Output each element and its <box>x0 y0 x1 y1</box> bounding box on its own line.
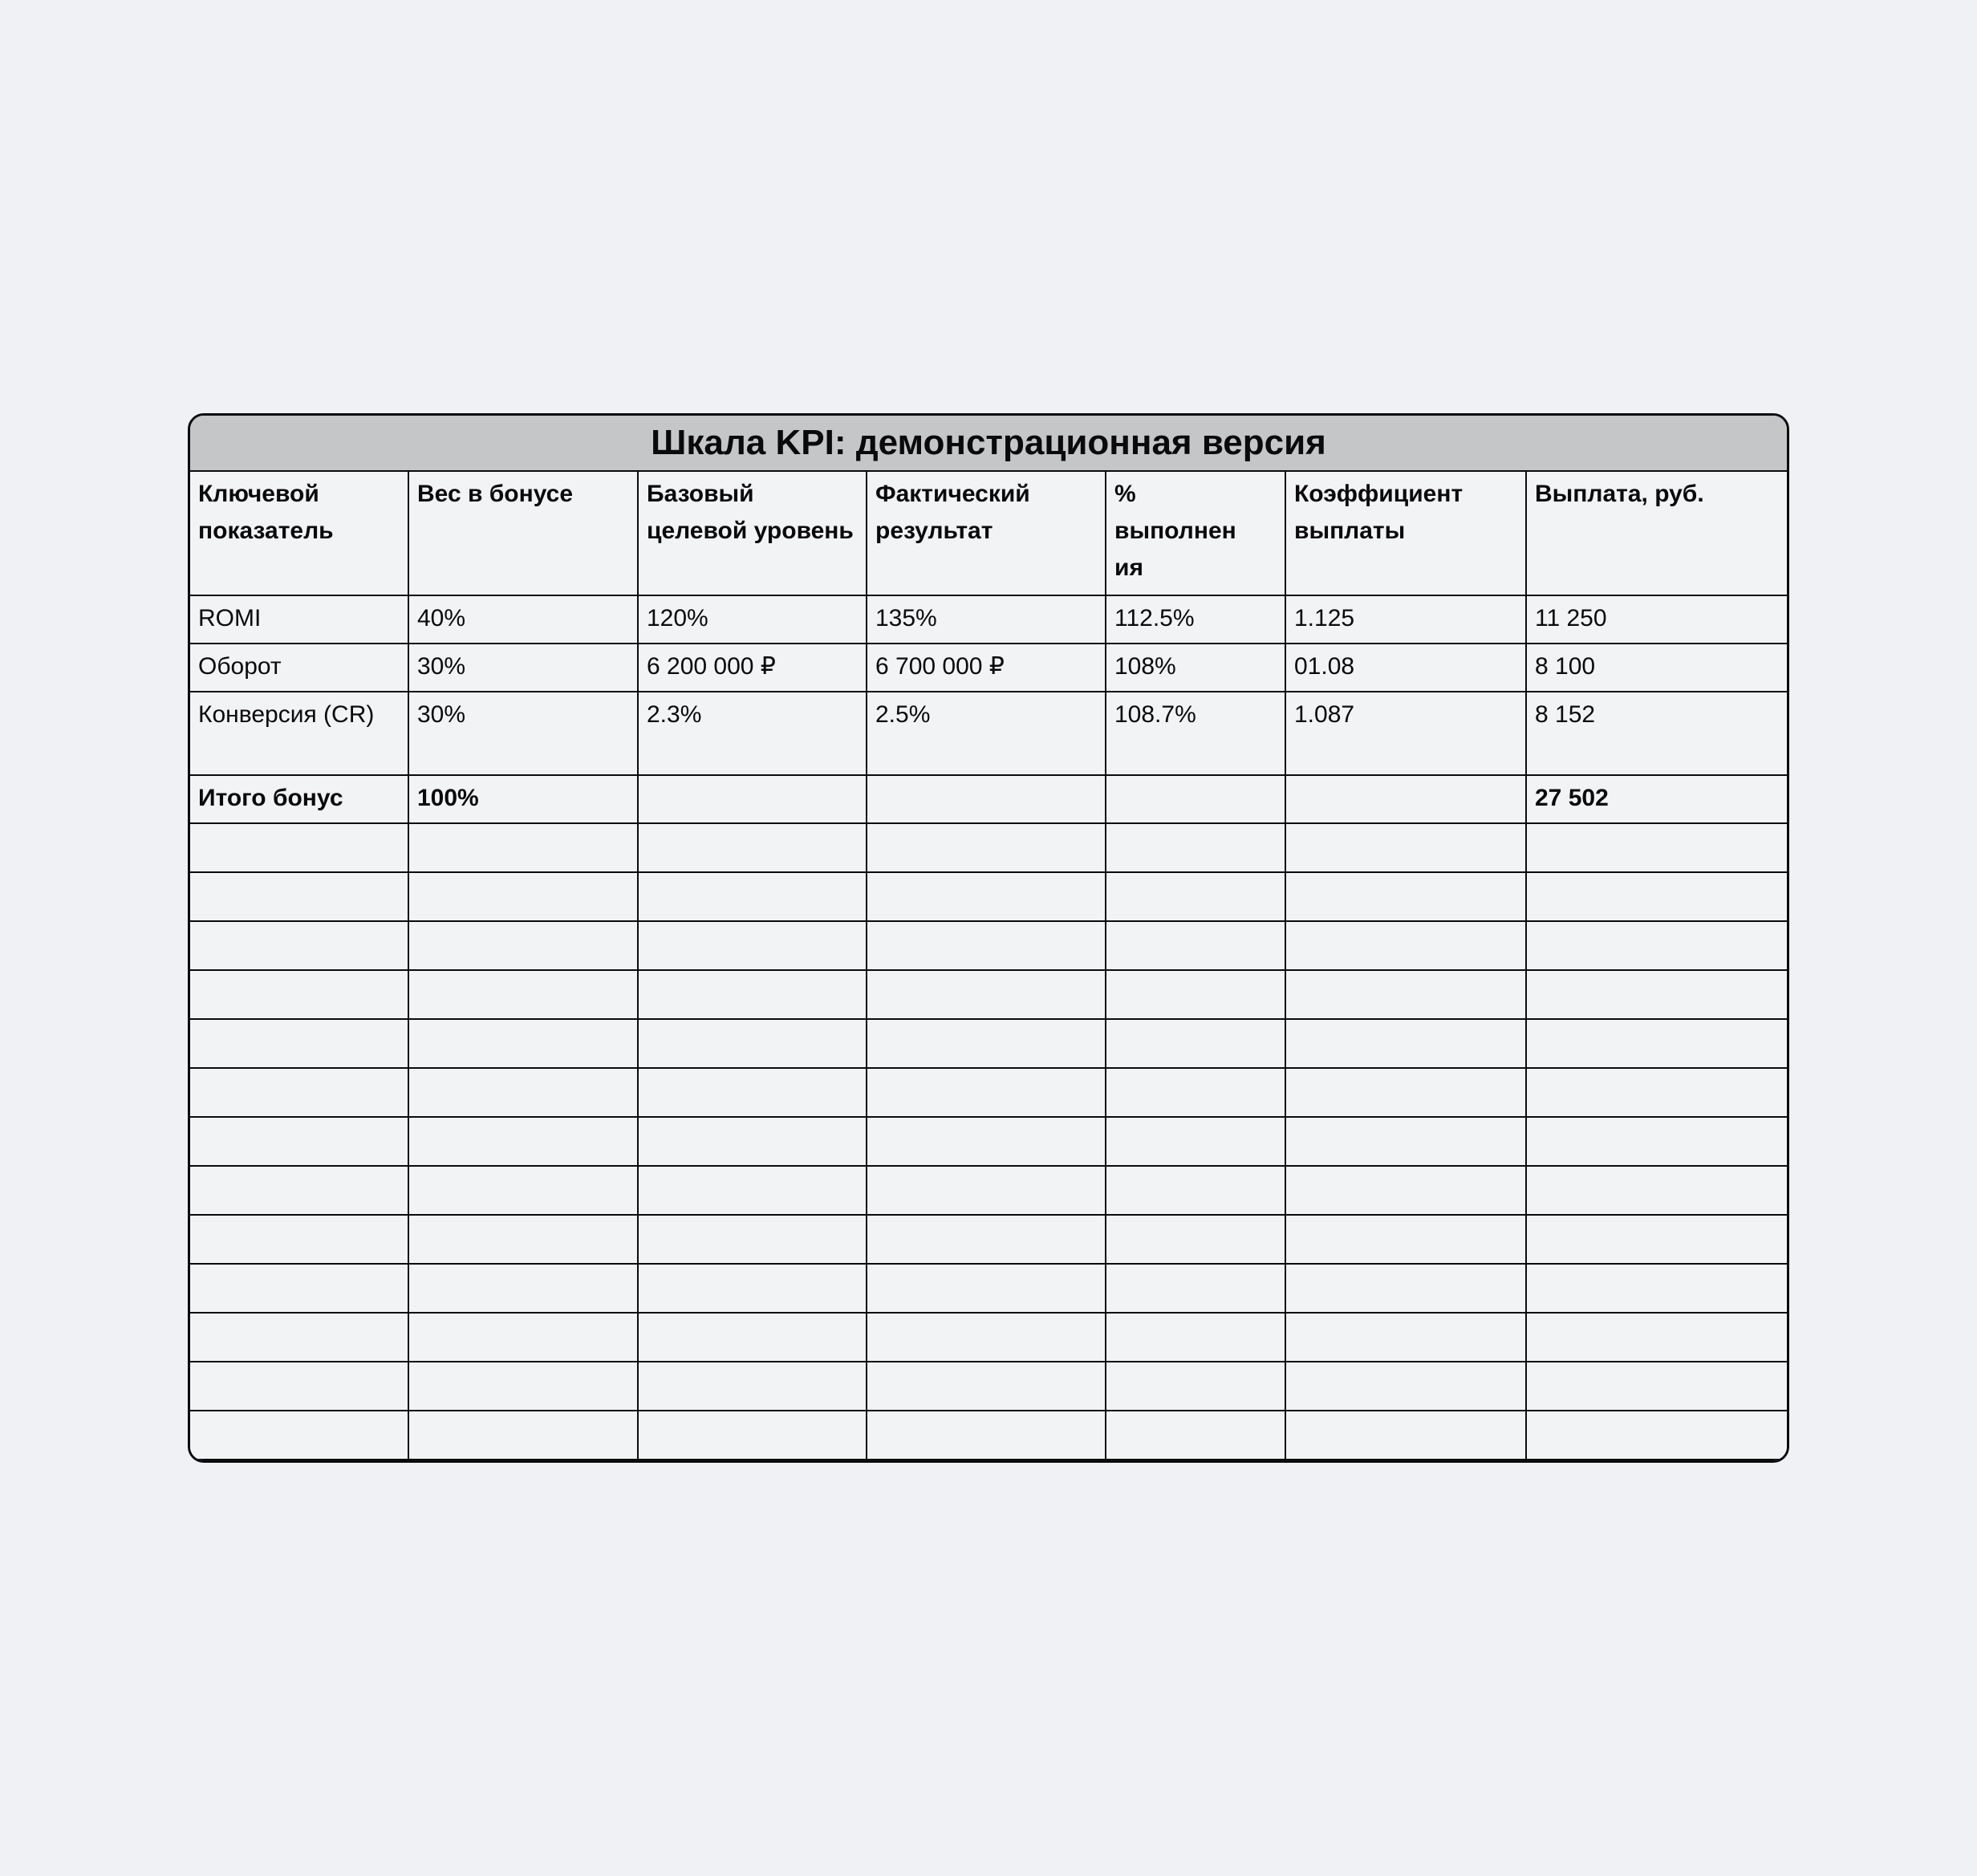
empty-row <box>190 1215 1787 1264</box>
empty-row <box>190 1068 1787 1117</box>
empty-cell <box>1106 1313 1285 1362</box>
empty-cell <box>638 1215 867 1264</box>
empty-cell <box>867 1215 1106 1264</box>
empty-cell <box>1106 1411 1285 1460</box>
empty-cell <box>408 1411 638 1460</box>
table-cell <box>1285 775 1526 823</box>
table-title: Шкала KPI: демонстрационная версия <box>651 423 1326 462</box>
table-cell: Итого бонус <box>190 775 408 823</box>
empty-cell <box>190 1411 408 1460</box>
column-header-actual-result: Фактический результат <box>867 472 1106 595</box>
empty-cell <box>1285 1264 1526 1313</box>
table-cell <box>638 775 867 823</box>
empty-cell <box>190 1313 408 1362</box>
table-cell: 11 250 <box>1526 595 1787 644</box>
empty-row <box>190 1362 1787 1411</box>
table-cell: 8 100 <box>1526 644 1787 692</box>
empty-row <box>190 1313 1787 1362</box>
empty-cell <box>1526 1166 1787 1215</box>
empty-row <box>190 921 1787 970</box>
table-title-bar <box>190 416 1787 472</box>
empty-cell <box>638 970 867 1019</box>
table-row-turnover <box>190 644 1787 692</box>
column-header-base-target-level: Базовый целевой уровень <box>638 472 867 595</box>
empty-cell <box>1106 970 1285 1019</box>
empty-cell <box>1285 970 1526 1019</box>
empty-cell <box>867 1264 1106 1313</box>
table-row-total-bonus <box>190 775 1787 823</box>
empty-cell <box>1526 1264 1787 1313</box>
empty-cell <box>1526 1019 1787 1068</box>
table-cell: 135% <box>867 595 1106 644</box>
empty-cell <box>190 823 408 872</box>
empty-cell <box>1526 1362 1787 1411</box>
empty-cell <box>1526 970 1787 1019</box>
empty-cell <box>190 1362 408 1411</box>
empty-cell <box>408 823 638 872</box>
empty-cell <box>1285 921 1526 970</box>
table-cell: 6 200 000 ₽ <box>638 644 867 692</box>
empty-row <box>190 1411 1787 1460</box>
empty-cell <box>638 1264 867 1313</box>
table-cell <box>867 775 1106 823</box>
table-cell: 108% <box>1106 644 1285 692</box>
empty-cell <box>867 872 1106 921</box>
empty-cell <box>408 921 638 970</box>
table-body <box>190 595 1787 1460</box>
column-header-bonus-weight: Вес в бонусе <box>408 472 638 595</box>
table-cell: 108.7% <box>1106 692 1285 775</box>
empty-cell <box>408 1264 638 1313</box>
empty-cell <box>190 921 408 970</box>
empty-cell <box>1285 1166 1526 1215</box>
empty-cell <box>1106 1019 1285 1068</box>
empty-cell <box>1526 1117 1787 1166</box>
header-row <box>190 472 1787 595</box>
empty-cell <box>190 1019 408 1068</box>
empty-cell <box>638 1166 867 1215</box>
empty-cell <box>1285 1362 1526 1411</box>
empty-cell <box>638 1068 867 1117</box>
empty-cell <box>638 872 867 921</box>
empty-cell <box>1285 1019 1526 1068</box>
empty-cell <box>1285 1411 1526 1460</box>
empty-cell <box>1106 1068 1285 1117</box>
empty-cell <box>867 1019 1106 1068</box>
table-cell: 6 700 000 ₽ <box>867 644 1106 692</box>
empty-cell <box>638 1019 867 1068</box>
table-cell: 2.5% <box>867 692 1106 775</box>
empty-cell <box>408 970 638 1019</box>
empty-cell <box>1106 1166 1285 1215</box>
table-cell: 100% <box>408 775 638 823</box>
table-cell: 2.3% <box>638 692 867 775</box>
empty-cell <box>408 872 638 921</box>
empty-cell <box>638 823 867 872</box>
column-header-payout-rub: Выплата, руб. <box>1526 472 1787 595</box>
table-cell: 1.087 <box>1285 692 1526 775</box>
empty-cell <box>190 1264 408 1313</box>
empty-cell <box>1106 872 1285 921</box>
empty-cell <box>1106 921 1285 970</box>
table-cell: 120% <box>638 595 867 644</box>
empty-cell <box>867 1362 1106 1411</box>
empty-cell <box>190 1117 408 1166</box>
column-header-completion-percent: % выполнения <box>1106 472 1285 595</box>
table-cell: 30% <box>408 644 638 692</box>
table-cell: Конверсия (CR) <box>190 692 408 775</box>
empty-cell <box>1106 1264 1285 1313</box>
table-cell: 30% <box>408 692 638 775</box>
column-header-payout-coefficient: Коэффициент выплаты <box>1285 472 1526 595</box>
empty-cell <box>408 1117 638 1166</box>
empty-cell <box>408 1215 638 1264</box>
table-row-romi <box>190 595 1787 644</box>
empty-cell <box>867 1068 1106 1117</box>
empty-cell <box>867 1411 1106 1460</box>
empty-cell <box>408 1313 638 1362</box>
empty-cell <box>190 1166 408 1215</box>
empty-cell <box>1106 1215 1285 1264</box>
table-cell: 27 502 <box>1526 775 1787 823</box>
empty-cell <box>1526 1068 1787 1117</box>
empty-cell <box>867 1117 1106 1166</box>
empty-cell <box>408 1068 638 1117</box>
empty-cell <box>1526 872 1787 921</box>
empty-row <box>190 1264 1787 1313</box>
empty-cell <box>408 1166 638 1215</box>
empty-cell <box>867 1313 1106 1362</box>
empty-row <box>190 1019 1787 1068</box>
table-row-conversion <box>190 692 1787 775</box>
empty-cell <box>638 1411 867 1460</box>
empty-cell <box>190 1068 408 1117</box>
empty-cell <box>638 1117 867 1166</box>
kpi-table-card <box>188 413 1789 1463</box>
column-header-key-indicator: Ключевой показатель <box>190 472 408 595</box>
empty-row <box>190 872 1787 921</box>
table-cell: 8 152 <box>1526 692 1787 775</box>
empty-cell <box>1285 1068 1526 1117</box>
empty-cell <box>867 1166 1106 1215</box>
table-cell: 1.125 <box>1285 595 1526 644</box>
empty-cell <box>1526 1411 1787 1460</box>
empty-cell <box>1285 823 1526 872</box>
empty-cell <box>638 1313 867 1362</box>
empty-cell <box>1285 872 1526 921</box>
empty-cell <box>867 970 1106 1019</box>
empty-cell <box>867 921 1106 970</box>
empty-cell <box>408 1362 638 1411</box>
empty-row <box>190 1117 1787 1166</box>
empty-cell <box>190 970 408 1019</box>
table-cell: 01.08 <box>1285 644 1526 692</box>
empty-row <box>190 1166 1787 1215</box>
empty-cell <box>1106 1117 1285 1166</box>
empty-row <box>190 823 1787 872</box>
empty-cell <box>1285 1117 1526 1166</box>
empty-row <box>190 970 1787 1019</box>
table-cell: Оборот <box>190 644 408 692</box>
table-cell <box>1106 775 1285 823</box>
empty-cell <box>190 1215 408 1264</box>
empty-cell <box>1526 823 1787 872</box>
empty-cell <box>1526 1313 1787 1362</box>
empty-cell <box>1106 1362 1285 1411</box>
table-cell: 112.5% <box>1106 595 1285 644</box>
empty-cell <box>638 921 867 970</box>
empty-cell <box>638 1362 867 1411</box>
table-cell: ROMI <box>190 595 408 644</box>
kpi-table <box>190 472 1787 1460</box>
empty-cell <box>408 1019 638 1068</box>
empty-cell <box>1106 823 1285 872</box>
empty-cell <box>867 823 1106 872</box>
table-cell: 40% <box>408 595 638 644</box>
empty-cell <box>1526 921 1787 970</box>
empty-cell <box>1285 1215 1526 1264</box>
empty-cell <box>190 872 408 921</box>
empty-cell <box>1526 1215 1787 1264</box>
empty-cell <box>1285 1313 1526 1362</box>
